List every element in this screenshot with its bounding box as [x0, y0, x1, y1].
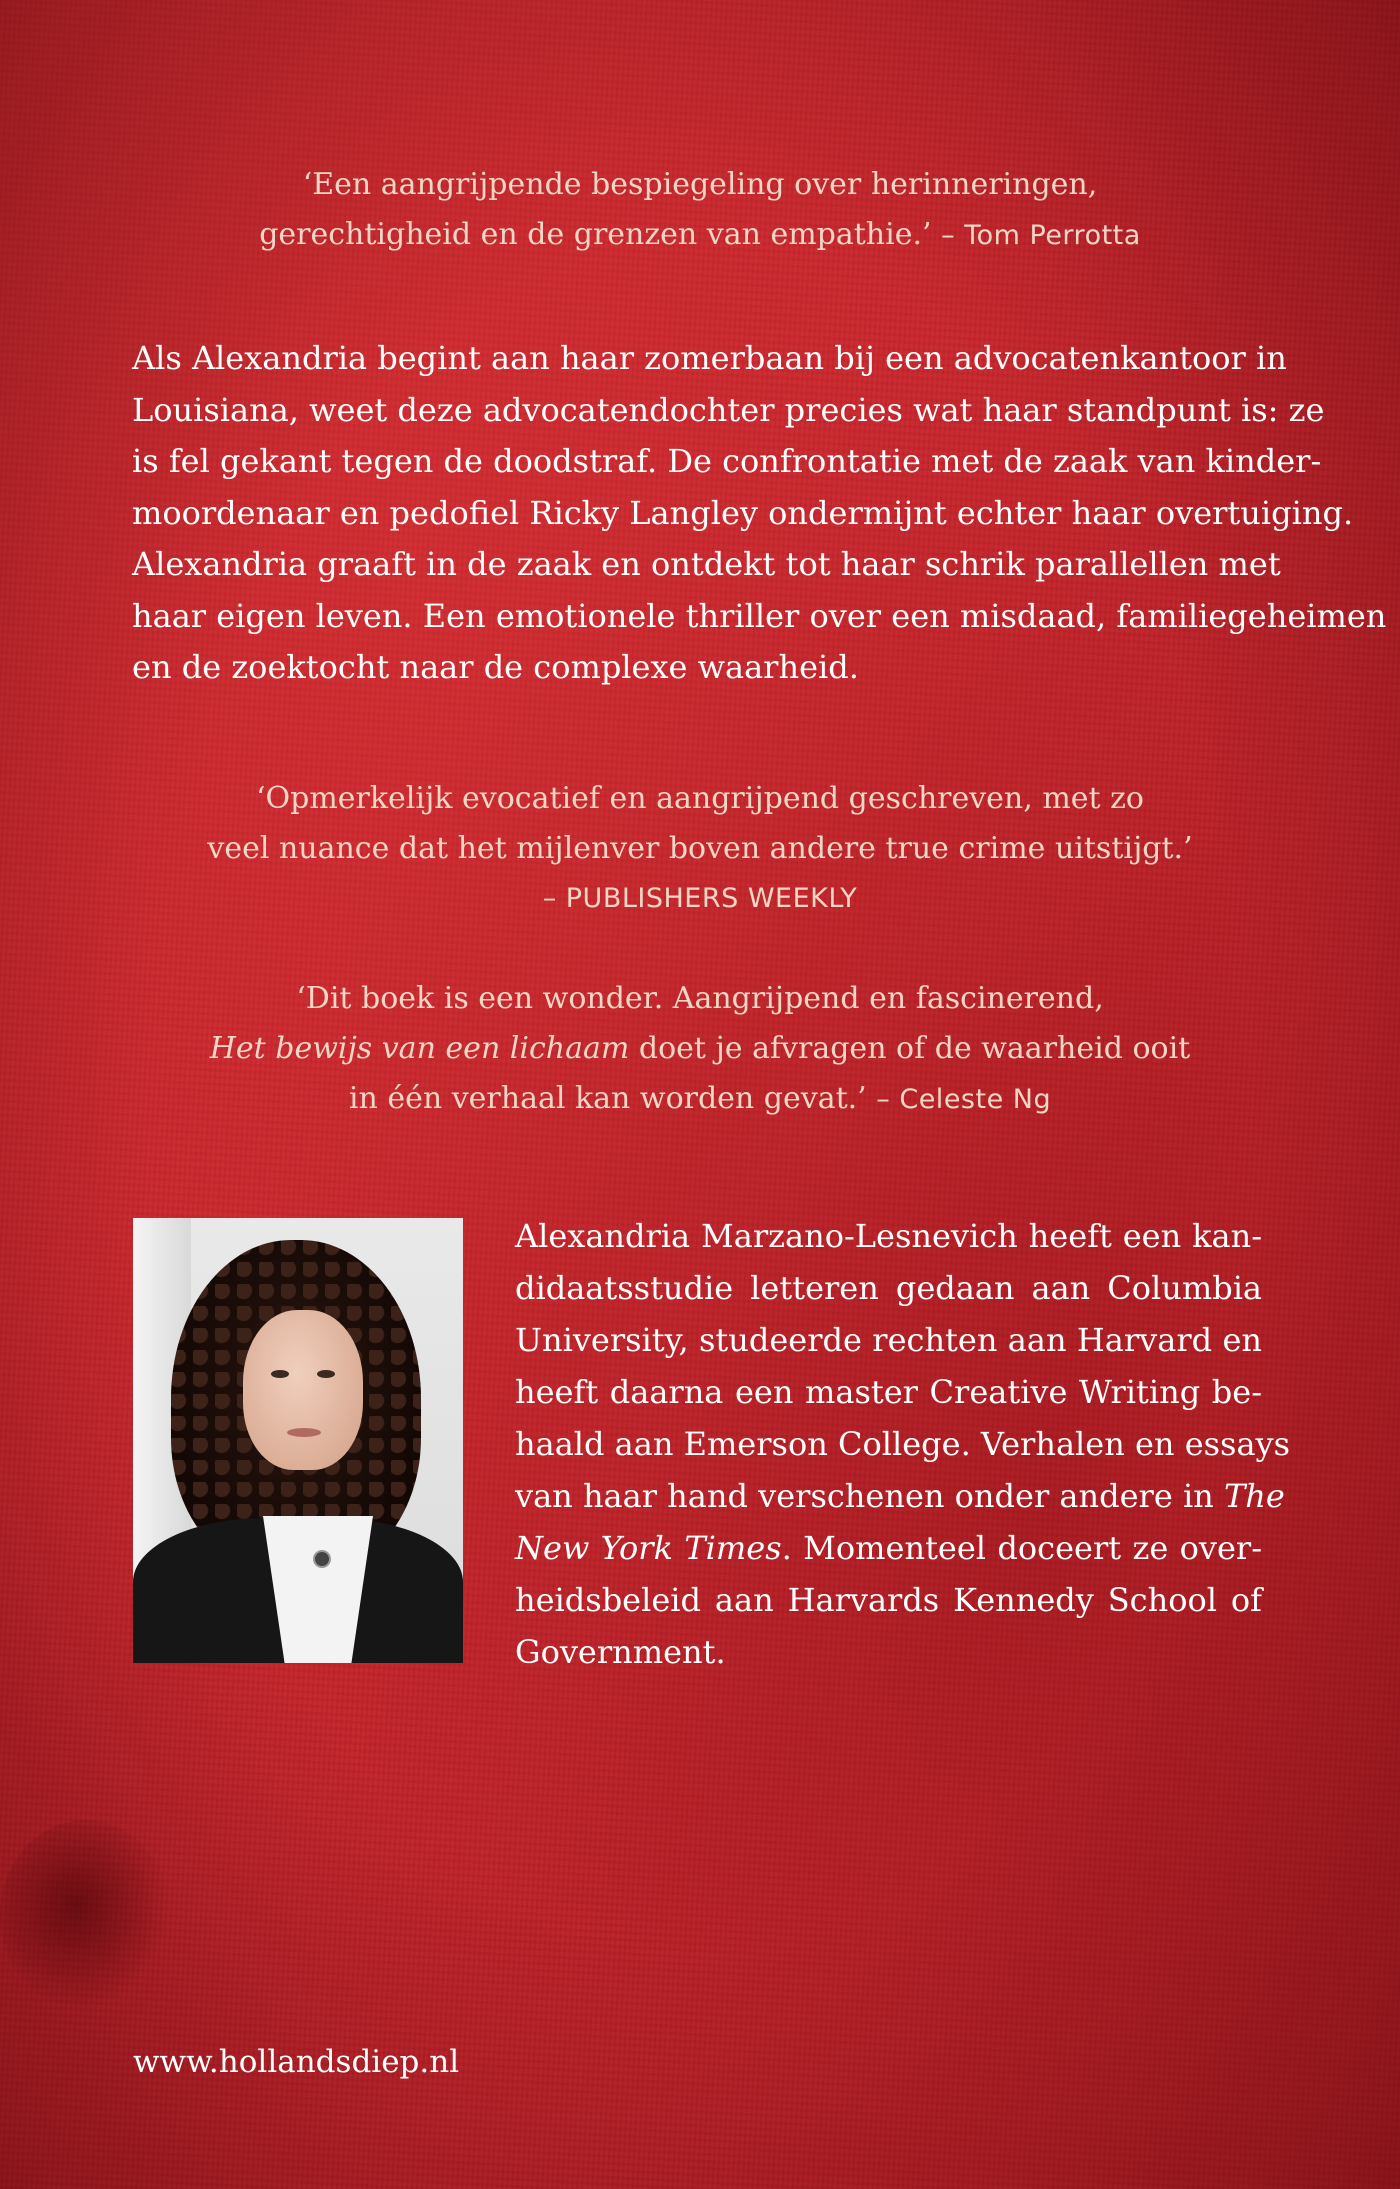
- background-stain: [0, 1820, 170, 2010]
- quote-celeste-ng: [130, 974, 1270, 1125]
- publisher-website[interactable]: www.hollandsdiep.nl: [133, 2044, 460, 2080]
- quote-line: veel nuance dat het mijlenver boven andere true crime uitstijgt.’: [207, 831, 1193, 866]
- bio-line: Government.: [515, 1633, 726, 1671]
- bio-line: New York Times. Momenteel doceert ze over-: [515, 1529, 1263, 1567]
- blurb-line: Louisiana, weet deze advocatendochter precies wat haar standpunt is: ze: [132, 390, 1325, 429]
- bio-line: van haar hand verschenen onder andere in The: [515, 1477, 1285, 1515]
- newspaper-title: New York Times: [515, 1529, 782, 1567]
- blurb-line: Als Alexandria begint aan haar zomerbaan bij een advocatenkantoor in: [132, 339, 1287, 377]
- quote-line: ‘Een aangrijpende bespiegeling over herinneringen,: [302, 167, 1098, 202]
- quote-line: ‘Opmerkelijk evocatief en aangrijpend geschreven, met zo: [255, 781, 1144, 816]
- blurb-line: haar eigen leven. Een emotionele thriller over een misdaad, familiegeheimen: [132, 596, 1387, 635]
- bio-line: haald aan Emerson College. Verhalen en essays: [515, 1425, 1291, 1463]
- bio-line: heeft daarna een master Creative Writing be-: [515, 1373, 1262, 1411]
- quote-line: ‘Dit boek is een wonder. Aangrijpend en fascinerend,: [296, 981, 1104, 1016]
- bio-line: heidsbeleid aan Harvards Kennedy School of: [515, 1581, 1262, 1619]
- quote-line: in één verhaal kan worden gevat.’ – Celeste Ng: [348, 1081, 1052, 1116]
- quote-tom-perrotta: [130, 160, 1270, 261]
- quote-publishers-weekly: [130, 774, 1270, 924]
- quote-attribution: – Tom Perrotta: [941, 220, 1141, 251]
- book-blurb: [132, 333, 1387, 694]
- quote-attribution: – Celeste Ng: [876, 1084, 1052, 1115]
- quote-line: gerechtigheid en de grenzen van empathie.’ – Tom Perrotta: [259, 217, 1141, 252]
- author-photo: [133, 1218, 463, 1663]
- bio-line: didaatsstudie letteren gedaan aan Columbia: [515, 1269, 1262, 1307]
- newspaper-title: The: [1223, 1477, 1285, 1515]
- bio-line: Alexandria Marzano-Lesnevich heeft een kan-: [515, 1217, 1262, 1255]
- blurb-line: is fel gekant tegen de doodstraf. De confrontatie met de zaak van kinder-: [132, 442, 1322, 480]
- bio-line: University, studeerde rechten aan Harvard en: [515, 1321, 1262, 1359]
- author-bio: [515, 1210, 1291, 1678]
- book-title: Het bewijs van een lichaam: [209, 1031, 630, 1066]
- quote-line: Het bewijs van een lichaam doet je afvragen of de waarheid ooit: [209, 1031, 1191, 1066]
- blurb-line: en de zoektocht naar de complexe waarheid.: [132, 648, 859, 686]
- blurb-line: Alexandria graaft in de zaak en ontdekt tot haar schrik parallellen met: [132, 545, 1281, 583]
- quote-attribution: – PUBLISHERS WEEKLY: [542, 883, 858, 914]
- blurb-line: moordenaar en pedofiel Ricky Langley ondermijnt echter haar overtuiging.: [132, 493, 1354, 532]
